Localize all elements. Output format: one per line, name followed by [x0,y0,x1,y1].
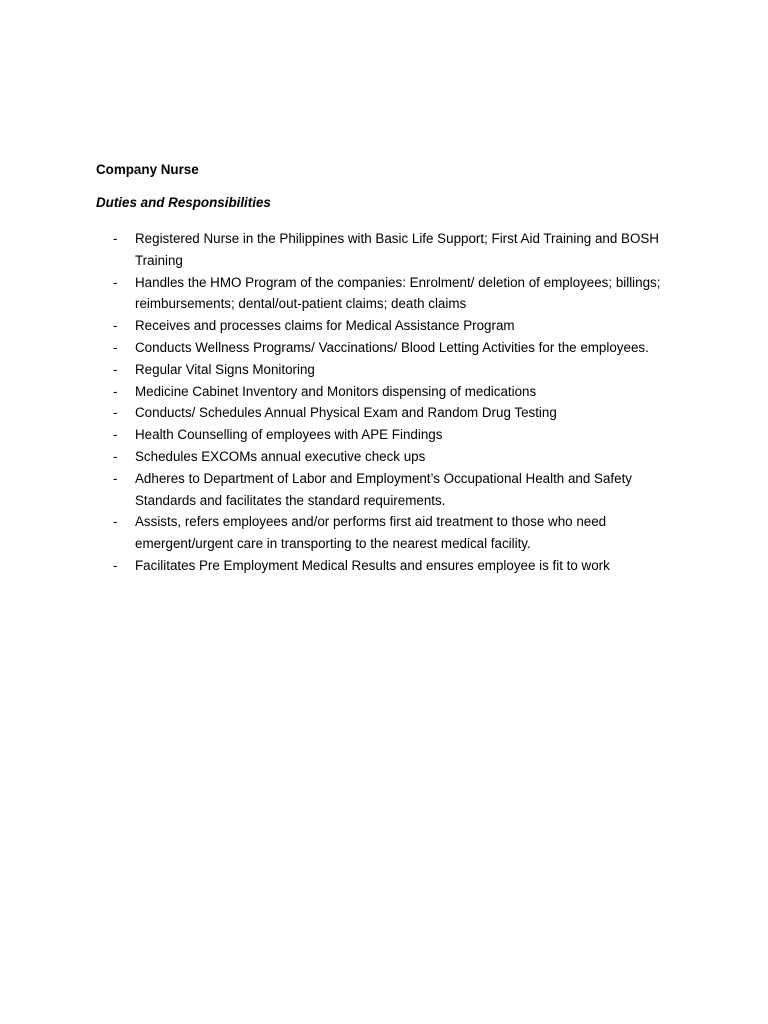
bullet-dash: - [113,274,118,290]
bullet-dash: - [113,448,118,464]
duty-text: Receives and processes claims for Medical Assistance Program [135,318,515,334]
bullet-dash: - [113,231,118,246]
list-item [0,381,768,403]
section-heading: Duties and Responsibilities [96,195,271,210]
list-item [0,424,768,446]
list-item [0,337,768,359]
document-title: Company Nurse [96,162,199,177]
list-item [0,555,768,577]
duty-text: Adheres to Department of Labor and Employment’s Occupational Health and Safety Standards and facilitates the standard requirements. [135,470,632,508]
list-item [0,359,768,381]
list-item [0,468,768,512]
duty-text: Health Counselling of employees with APE Findings [135,427,443,443]
duties-list [0,228,768,577]
bullet-dash: - [113,383,118,399]
list-item [0,511,768,555]
list-item [0,402,768,424]
bullet-dash: - [113,405,118,421]
list-item [0,446,768,468]
bullet-dash: - [113,318,118,334]
bullet-dash: - [113,339,118,355]
bullet-dash: - [113,470,118,486]
bullet-dash: - [113,361,118,377]
bullet-dash: - [113,514,118,530]
duty-text: Regular Vital Signs Monitoring [135,361,315,377]
duty-text: Conducts Wellness Programs/ Vaccinations/ Blood Letting Activities for the employees. [135,339,649,355]
duty-text: Assists, refers employees and/or performs first aid treatment to those who need emergent/urgent care in transporting to the nearest medical facility. [135,514,607,552]
list-item [0,272,768,316]
duty-text: Schedules EXCOMs annual executive check ups [135,448,426,464]
list-item [0,228,768,272]
duty-text: Registered Nurse in the Philippines with Basic Life Support; First Aid Training and BOSH Training [135,231,659,268]
bullet-dash: - [113,557,118,573]
duty-text: Facilitates Pre Employment Medical Results and ensures employee is fit to work [135,557,610,573]
duty-text: Handles the HMO Program of the companies: Enrolment/ deletion of employees; billings; reimbursements; dental/out-patient claims; death claims [135,274,661,312]
bullet-dash: - [113,427,118,443]
duty-text: Medicine Cabinet Inventory and Monitors dispensing of medications [135,383,537,399]
list-item [0,315,768,337]
duty-text: Conducts/ Schedules Annual Physical Exam and Random Drug Testing [135,405,557,421]
